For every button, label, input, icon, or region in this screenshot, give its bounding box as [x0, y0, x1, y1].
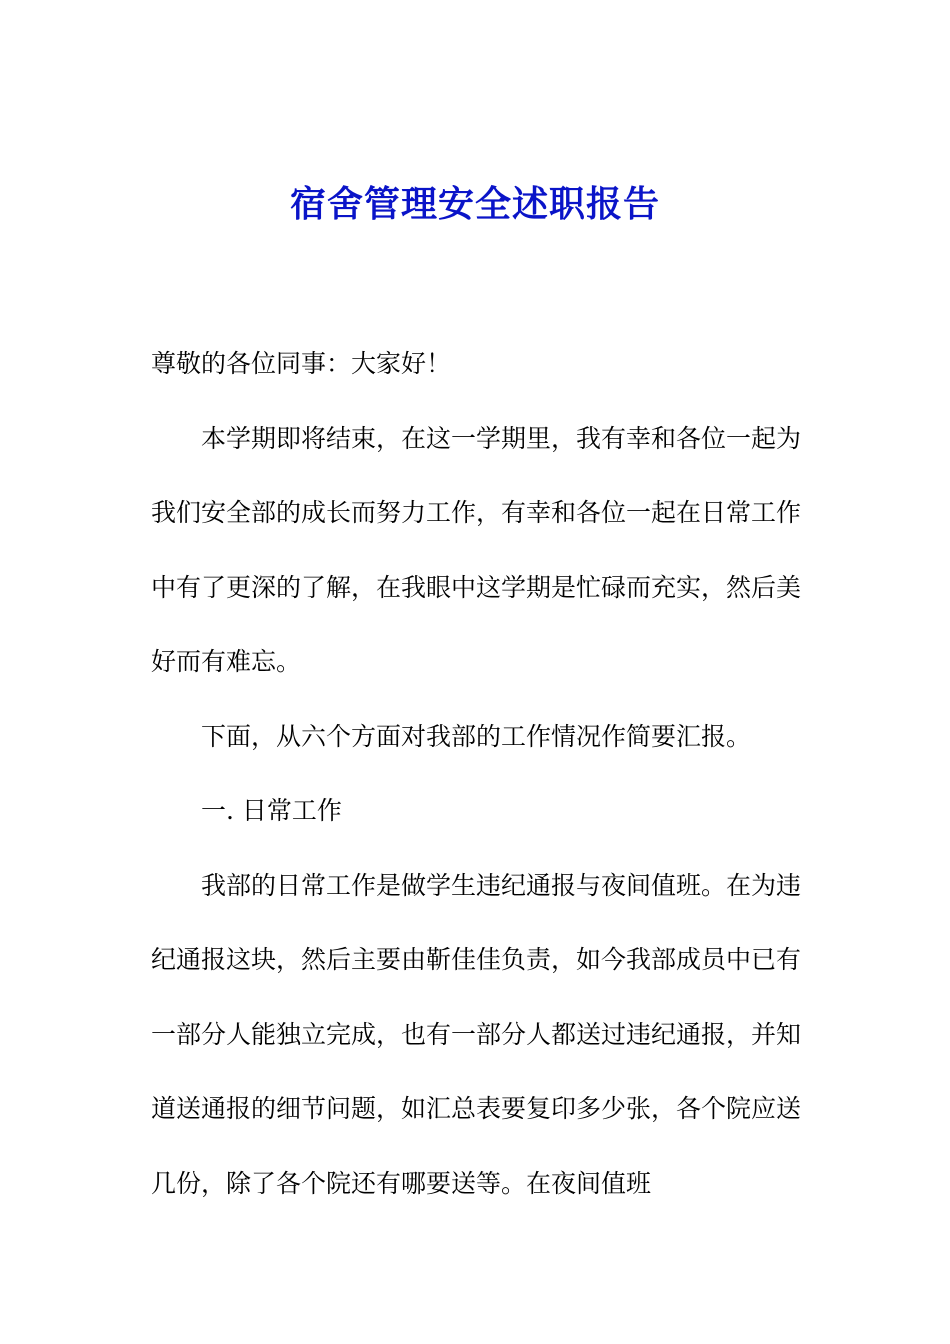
document-body [151, 327, 801, 1221]
section-heading-daily-work: 一. 日常工作 [201, 796, 342, 825]
overview-paragraph: 下面，从六个方面对我部的工作情况作简要汇报。 [201, 721, 752, 751]
salutation-paragraph: 尊敬的各位同事：大家好！ [151, 349, 452, 378]
daily-work-paragraph: 我部的日常工作是做学生违纪通报与夜间值班。在为违纪通报这块，然后主要由靳佳佳负责，如今我部成员中已有一部分人能独立完成，也有一部分人都送过违纪通报，并知道送通报的细节问题，如汇总表要复印多少张，各个院应送几份，除了各个院还有哪要送等。在夜间值班 [151, 870, 802, 1198]
document-title: 宿舍管理安全述职报告 [289, 183, 660, 225]
intro-paragraph: 本学期即将结束，在这一学期里，我有幸和各位一起为我们安全部的成长而努力工作，有幸和各位一起在日常工作中有了更深的了解，在我眼中这学期是忙碌而充实，然后美好而有难忘。 [151, 423, 802, 676]
